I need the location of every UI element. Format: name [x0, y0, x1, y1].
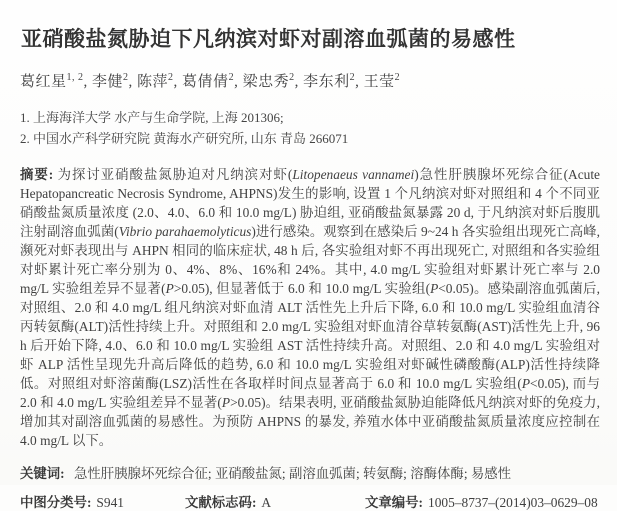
affiliation-list	[20, 107, 600, 149]
article-no-label: 文章编号:	[365, 495, 424, 510]
clc-number	[20, 492, 185, 511]
abstract-label: 摘要:	[20, 167, 54, 182]
document-code	[185, 492, 365, 511]
footer-meta	[20, 492, 600, 511]
clc-value: S941	[96, 495, 124, 510]
keywords-section	[20, 464, 600, 483]
article-no-value: 1005–8737–(2014)03–0629–08	[428, 495, 598, 510]
author-item: 葛红星$^{1, 2}$	[20, 72, 84, 90]
author-item: 梁忠秀$^2$	[242, 72, 295, 90]
article-number	[365, 492, 598, 511]
affiliation-line: 2. 中国水产科学研究院 黄海水产研究所, 山东 青岛 266071	[20, 131, 349, 146]
abstract-section	[20, 165, 600, 450]
clc-label: 中图分类号:	[20, 495, 92, 510]
keywords-label: 关键词:	[20, 466, 65, 481]
doc-code-value: A	[261, 495, 272, 510]
author-item: 李东利$^2$	[303, 72, 356, 90]
author-item: 王莹$^2$	[363, 72, 401, 90]
author-list: 葛红星$^{1, 2}$, 李健$^2$, 陈萍$^2$, 葛倩倩$^2$, 梁忠秀$^2$, 李东利$^2$, 王莹$^2$	[20, 72, 401, 90]
page-title: 亚硝酸盐氮胁迫下凡纳滨对虾对副溶血弧菌的易感性	[21, 28, 516, 51]
keywords-text: 急性肝胰腺坏死综合征; 亚硝酸盐氮; 副溶血弧菌; 转氨酶; 溶酶体酶; 易感性	[74, 466, 512, 481]
abstract-text: 为探讨亚硝酸盐氮胁迫对凡纳滨对虾(Litopenaeus vannamei)急性肝胰腺坏死综合征(Acute Hepatopancreatic Necrosis Syndrome, AHPNS)发生的影响, 设置 1 个凡纳滨对虾对照组和 4 个不同亚硝酸盐氮质量浓度 (2.0、4.0、6.0 和 10.0 mg/L) 胁迫组, 亚硝酸盐氮暴露 20 d, 于凡纳滨对虾后腹肌注射副溶血弧菌(Vibrio parahaemolyticus)进行感染。观察到在感染后 9~24 h 各实验组出现死亡高峰, 濒死对虾表现出与 AHPN 相同的临床症状, 48 h 后, 各实验组对虾不再出现死亡, 对照组和各实验组对虾累计死亡率分别为 0、4%、8%、16%和 24%。其中, 4.0 mg/L 实验组对虾累计死亡率与 2.0 mg/L 实验组差异不显著(P>0.05), 但显著低于 6.0 和 10.0 mg/L 实验组(P<0.05)。感染副溶血弧菌后, 对照组、2.0 和 4.0 mg/L 组凡纳滨对虾血清 ALT 活性先上升后下降, 6.0 和 10.0 mg/L 实验组血清谷丙转氨酶(ALT)活性持续上升。对照组和 2.0 mg/L 实验组对虾血清谷草转氨酶(AST)活性先上升, 96 h 后开始下降, 4.0、6.0 和 10.0 mg/L 实验组 AST 活性持续升高。对照组、2.0 和 4.0 mg/L 实验组对虾 ALP 活性呈现先升高后降低的趋势, 6.0 和 10.0 mg/L 实验组对虾碱性磷酸酶(ALP)活性持续降低。对照组对虾溶菌酶(LSZ)活性在各取样时间点显著高于 6.0 和 10.0 mg/L 实验组(P<0.05), 而与 2.0 和 4.0 mg/L 实验组差异不显著(P>0.05)。结果表明, 亚硝酸盐氮胁迫能降低凡纳滨对虾的免疫力, 增加其对副溶血弧菌的易感性。为预防 AHPNS 的暴发, 养殖水体中亚硝酸盐氮质量浓度应控制在 4.0 mg/L 以下。	[20, 167, 601, 448]
affiliation-line: 1. 上海海洋大学 水产与生命学院, 上海 201306;	[20, 110, 284, 125]
author-item: 李健$^2$	[92, 72, 129, 90]
doc-code-label: 文献标志码:	[185, 495, 257, 510]
author-item: 陈萍$^2$	[137, 72, 174, 90]
author-item: 葛倩倩$^2$	[182, 72, 235, 90]
